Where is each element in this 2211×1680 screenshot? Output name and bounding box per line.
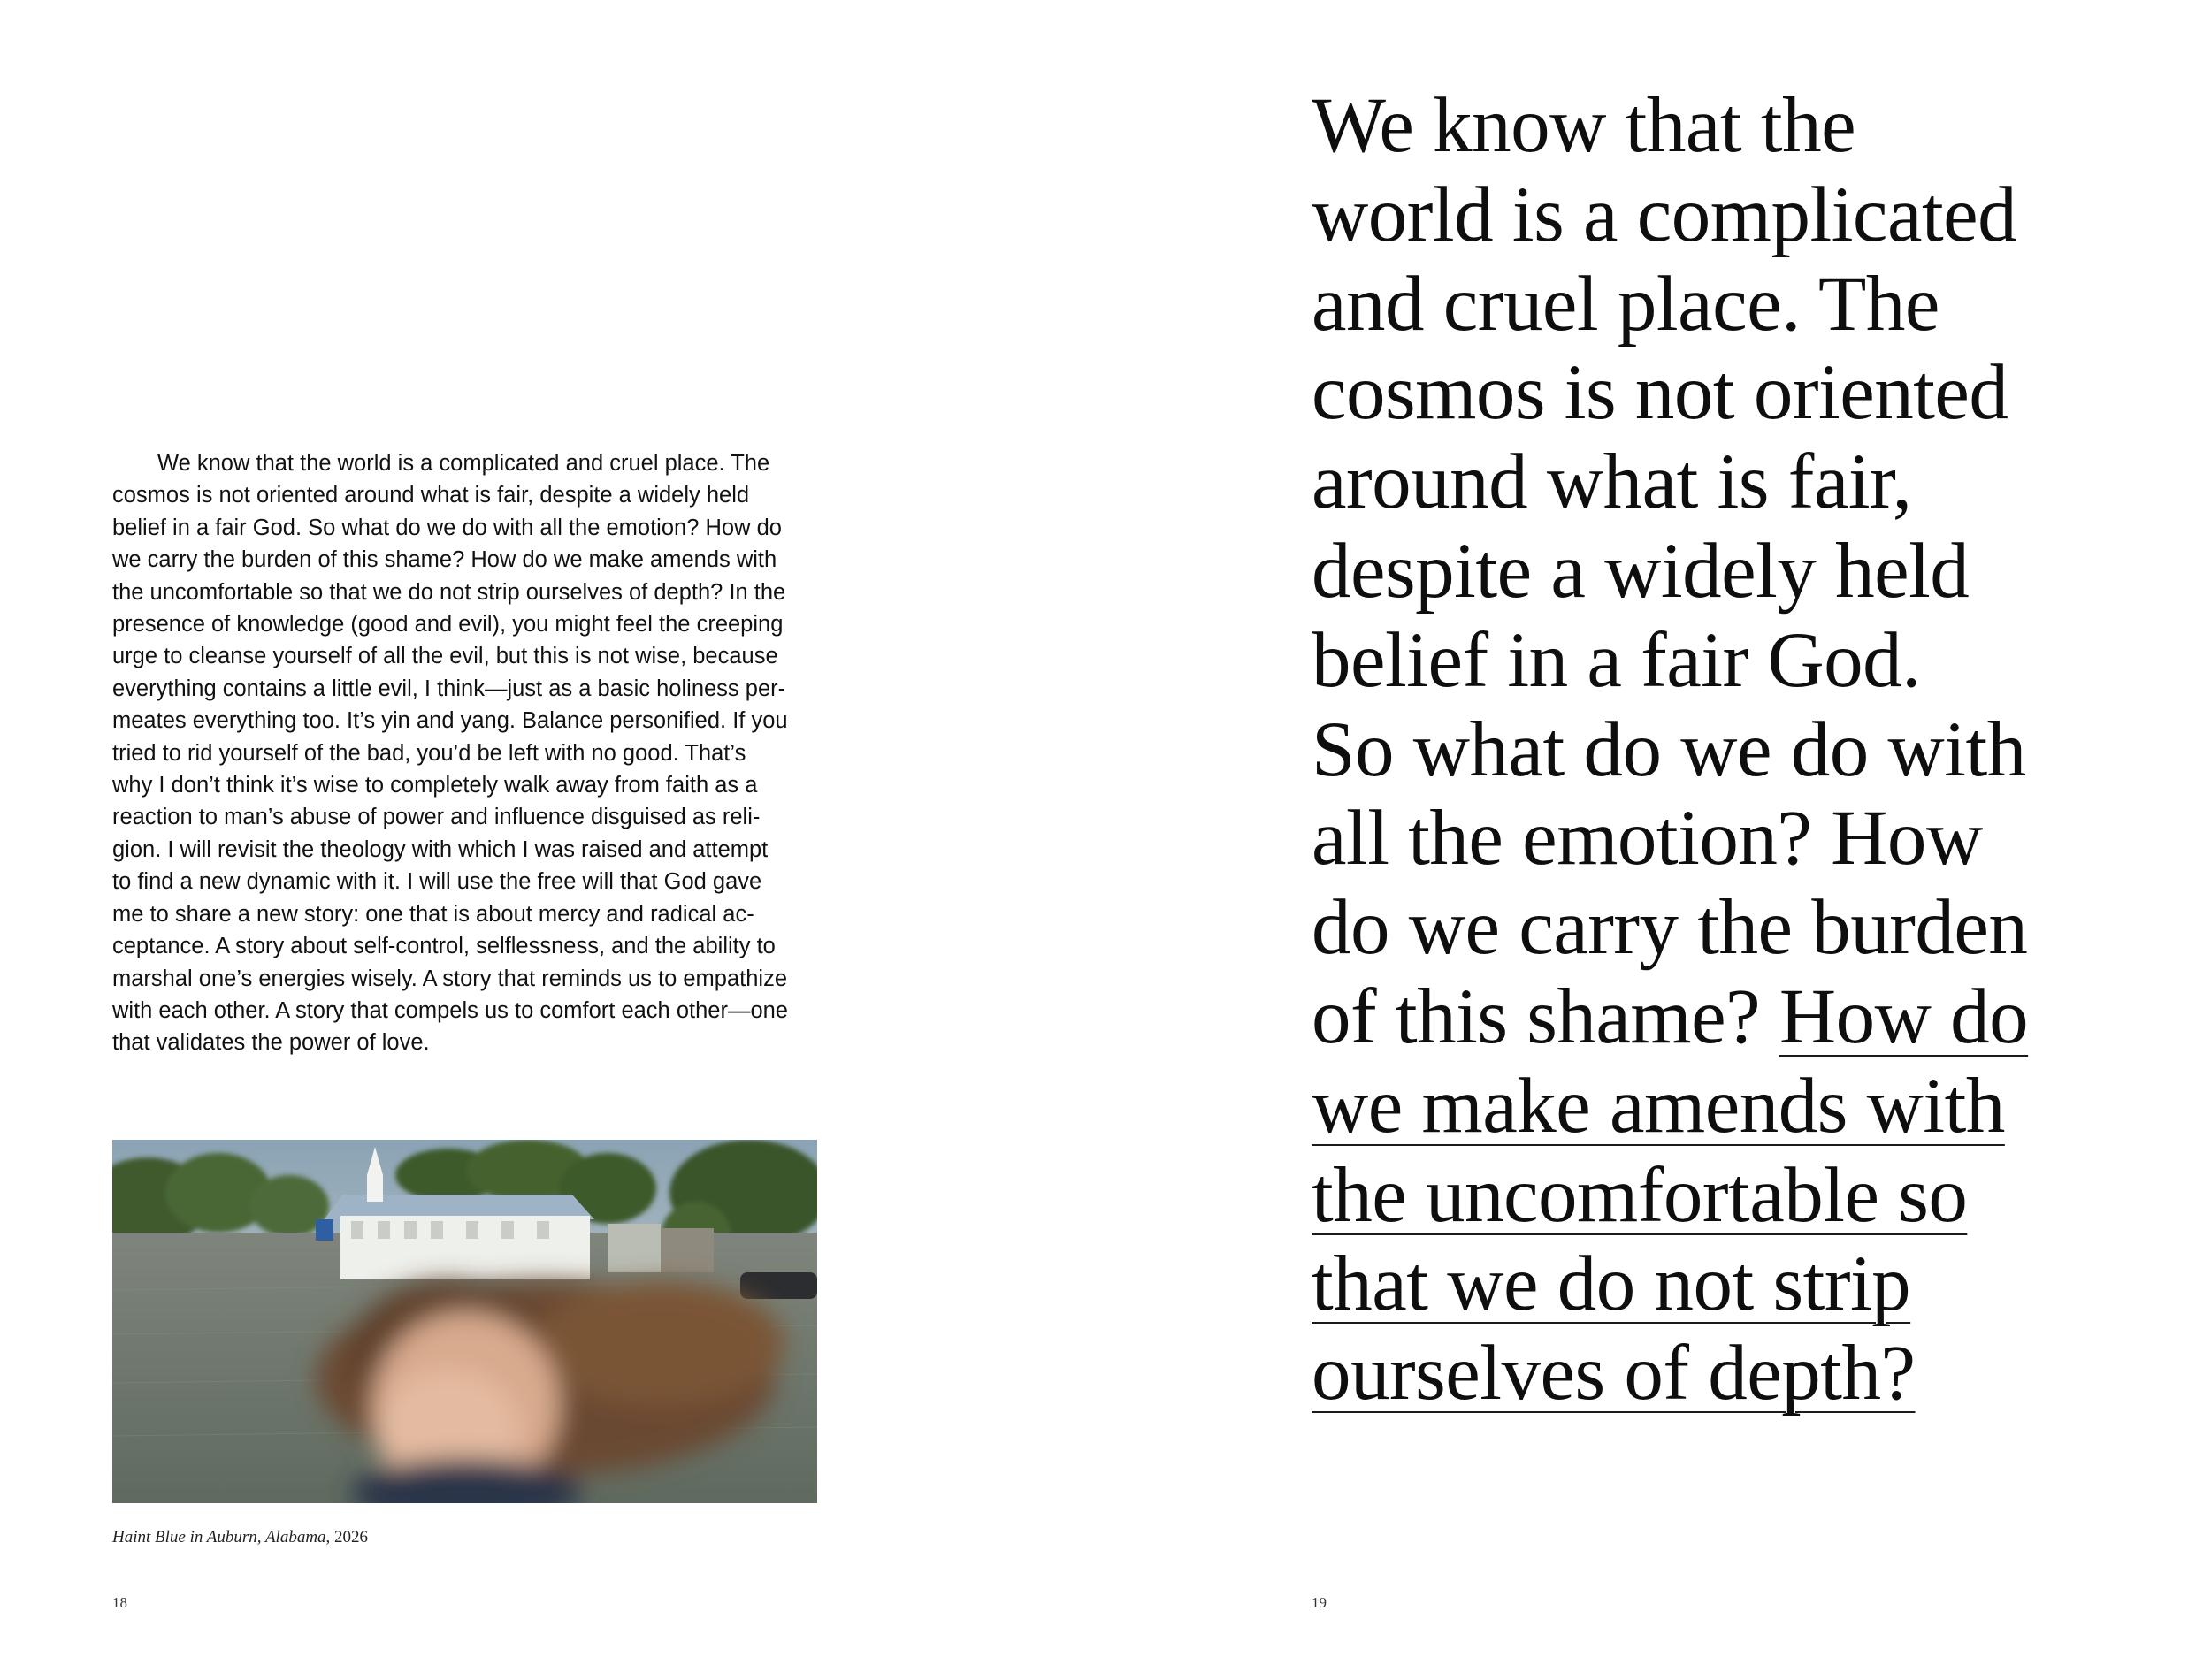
caption-year: 2026: [334, 1528, 369, 1546]
pull-quote-underlined: the uncomfortable so: [1312, 1151, 1968, 1239]
body-line: why I don’t think it’s wise to completely walk away from faith as a: [112, 773, 758, 798]
caption-title: Haint Blue in Auburn, Alabama: [112, 1528, 326, 1546]
pull-quote-underlined: ourselves of depth?: [1312, 1330, 1916, 1417]
body-line: urge to cleanse yourself of all the evil, but this is not wise, because: [112, 644, 778, 669]
pull-quote-line: [1312, 1240, 2196, 1329]
photo-caption: [112, 1528, 368, 1547]
pull-quote-line: [1312, 706, 2196, 795]
pull-quote-line: [1312, 883, 2196, 973]
pull-quote-plain: of this shame?: [1312, 973, 1779, 1060]
body-line: everything contains a little evil, I think—just as a basic holiness per-: [112, 676, 786, 701]
pull-quote-underlined: How do: [1779, 973, 2029, 1060]
body-line: to find a new dynamic with it. I will use the free will that God gave: [112, 869, 762, 895]
pull-quote-line: [1312, 1151, 2196, 1241]
church-photo: [112, 1140, 817, 1503]
body-line: We know that the world is a complicated and cruel place. The: [157, 451, 770, 476]
pull-quote-line: [1312, 260, 2196, 349]
pull-quote-line: [1312, 616, 2196, 706]
pull-quote-plain: around what is fair,: [1312, 439, 1912, 526]
pull-quote-plain: all the emotion? How: [1312, 795, 1983, 882]
pull-quote-line: [1312, 171, 2196, 260]
caption-separator: ,: [325, 1528, 335, 1546]
pull-quote-line: [1312, 438, 2196, 527]
pull-quote-plain: We know that the: [1312, 82, 1856, 169]
pull-quote-underlined: we make amends with: [1312, 1062, 2005, 1149]
pull-quote-underlined: that we do not strip: [1312, 1241, 1911, 1328]
pull-quote-line: [1312, 527, 2196, 616]
pull-quote-line: [1312, 81, 2196, 171]
body-line: that validates the power of love.: [112, 1030, 430, 1056]
body-line: gion. I will revisit the theology with which I was raised and attempt: [112, 836, 769, 862]
body-line: tried to rid yourself of the bad, you’d be left with no good. That’s: [112, 740, 746, 766]
body-line: belief in a fair God. So what do we do with all the emotion? How do: [112, 515, 782, 540]
pull-quote-line: [1312, 348, 2196, 438]
body-line: cosmos is not oriented around what is fair, despite a widely held: [112, 483, 750, 508]
body-line: meates everything too. It’s yin and yang. Balance personified. If you: [112, 708, 788, 734]
right-page: [1106, 0, 2211, 1680]
pull-quote-plain: belief in a fair God.: [1312, 616, 1921, 704]
body-line: presence of knowledge (good and evil), you might feel the creeping: [112, 612, 784, 638]
page-number: 18: [112, 1594, 127, 1611]
pull-quote-plain: despite a widely held: [1312, 527, 1970, 615]
pull-quote-line: [1312, 1062, 2196, 1151]
body-line: with each other. A story that compels us to comfort each other—one: [112, 997, 788, 1023]
pull-quote-plain: cosmos is not oriented: [1312, 349, 2008, 437]
body-line: reaction to man’s abuse of power and influence disguised as reli-: [112, 805, 761, 830]
body-paragraph: [112, 447, 917, 1059]
body-line: we carry the burden of this shame? How do we make amends with: [112, 547, 777, 573]
pull-quote-line: [1312, 794, 2196, 883]
pull-quote-plain: So what do we do with: [1312, 706, 2026, 793]
pull-quote-plain: do we carry the burden: [1312, 884, 2028, 972]
pull-quote-line: [1312, 1329, 2196, 1418]
body-line: marshal one’s energies wisely. A story that reminds us to empathize: [112, 966, 788, 991]
page-number: 19: [1312, 1594, 1327, 1611]
pull-quote-line: [1312, 973, 2196, 1062]
pull-quote-plain: world is a complicated: [1312, 171, 2017, 258]
pull-quote: [1312, 81, 2196, 1418]
pull-quote-plain: and cruel place. The: [1312, 260, 1939, 347]
body-line: the uncomfortable so that we do not strip ourselves of depth? In the: [112, 579, 786, 605]
body-line: ceptance. A story about self-control, selflessness, and the ability to: [112, 934, 776, 959]
photo-illustration: [112, 1140, 817, 1503]
body-line: me to share a new story: one that is about mercy and radical ac-: [112, 901, 754, 927]
